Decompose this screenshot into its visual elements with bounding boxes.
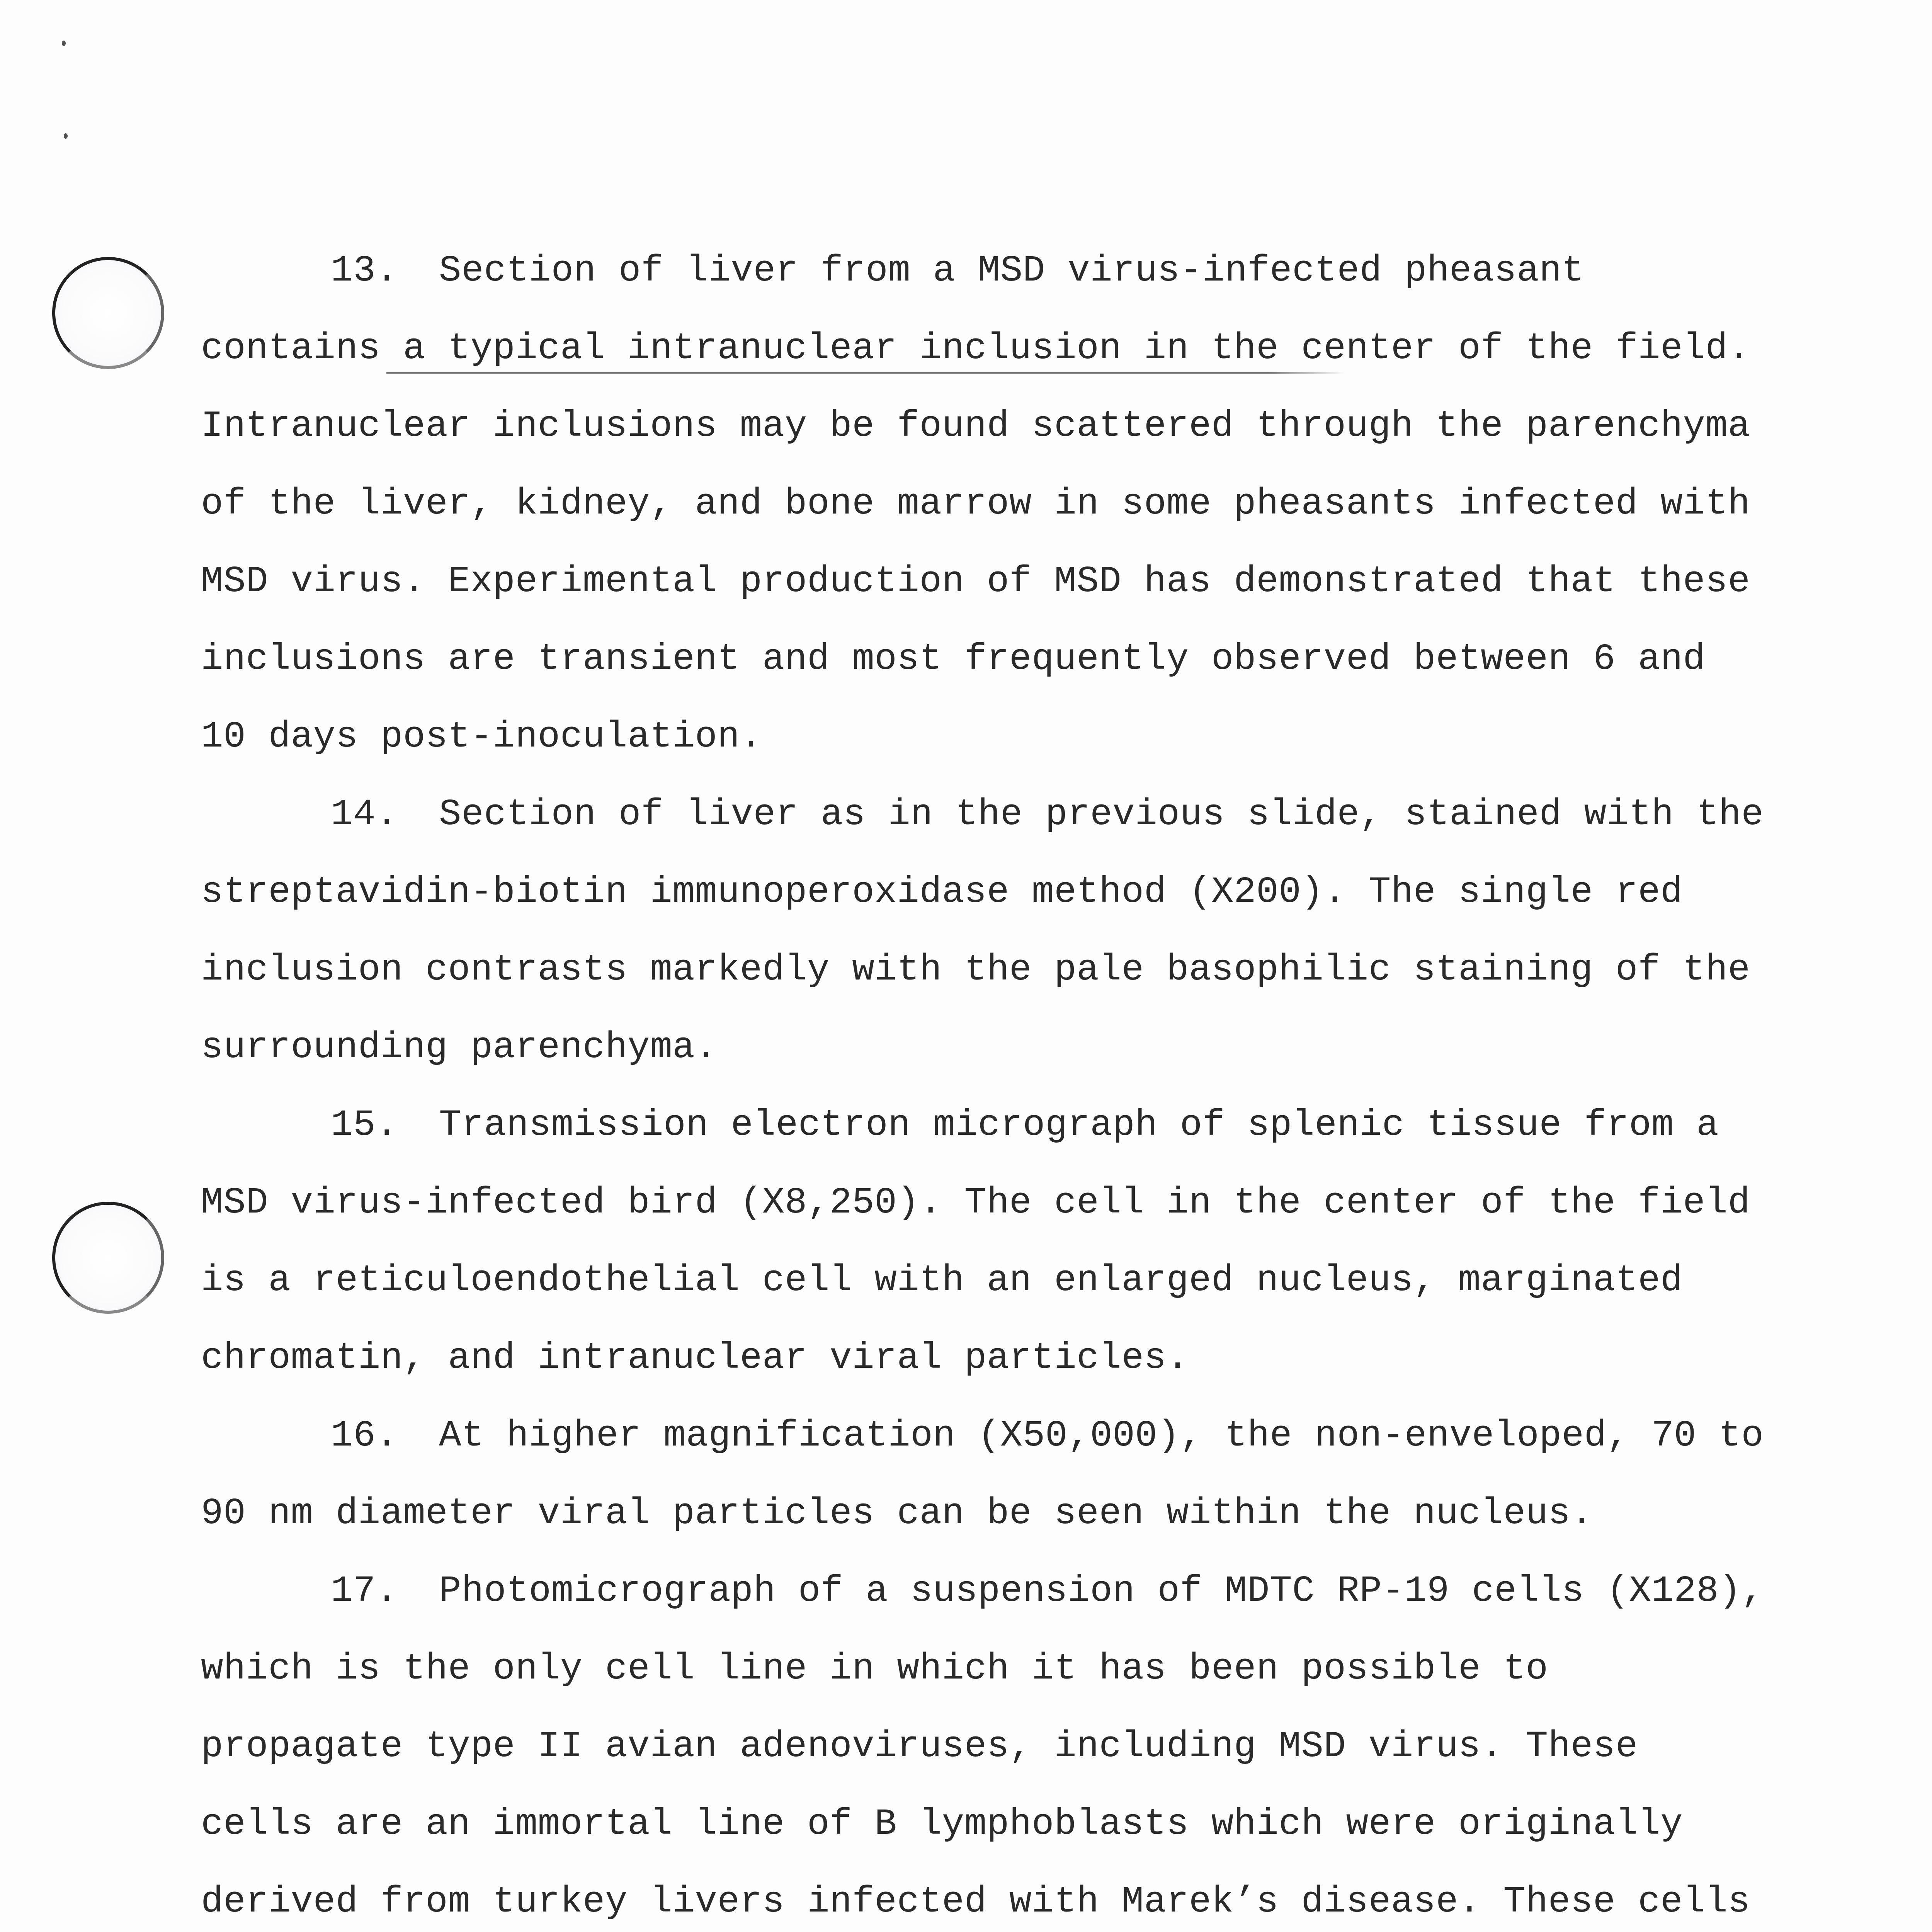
punch-hole-top [52, 257, 164, 369]
paragraph-text: Photomicrograph of a suspension of MDTC RP-19 cells (X128), which is the only cell line in which it has been possible to propagate type II avian adenoviruses, including MSD virus. These cells are an immortal line of B lymphoblasts which were originally derived from turkey livers infected with Marek’s disease. These cells [201, 1570, 1764, 1923]
paragraph-text: At higher magnification (X50,000), the non-enveloped, 70 to 90 nm diameter viral particles can be seen within the nucleus. [201, 1415, 1764, 1534]
body-text [201, 232, 1766, 1932]
paragraph-text: Transmission electron micrograph of splenic tissue from a MSD virus-infected bird (X8,250). The cell in the center of the field is a reticuloendothelial cell with an enlarged nucleus, marginated chromatin, and intranuclear viral particles. [201, 1104, 1750, 1379]
paragraph-number: 16. [331, 1415, 398, 1457]
scan-speck [64, 133, 68, 139]
paragraph-number: 15. [331, 1104, 398, 1146]
paragraph-text: Section of liver as in the previous slide, stained with the streptavidin-biotin immunoperoxidase method (X200). The single red inclusion contrasts markedly with the pale basophilic staining of the surrounding parenchyma. [201, 793, 1764, 1068]
paragraph-text: Section of liver from a MSD virus-infected pheasant contains a typical intranuclear inclusion in the center of the field. Intranuclear inclusions may be found scattered through the parenchyma of the liver, kidney, and bone marrow in some pheasants infected with MSD virus. Experimental production of MSD has demonstrated that these inclusions are transient and most frequently observed between 6 and 10 days post-inoculation. [201, 250, 1750, 758]
paragraph-13 [201, 232, 1766, 776]
paragraph-16 [201, 1397, 1766, 1552]
scan-speck [62, 41, 66, 46]
paragraph-17 [201, 1552, 1766, 1932]
paragraph-number: 13. [331, 250, 398, 292]
paragraph-14 [201, 776, 1766, 1086]
paragraph-number: 17. [331, 1570, 398, 1612]
paragraph-15 [201, 1086, 1766, 1397]
paragraph-number: 14. [331, 793, 398, 835]
punch-hole-middle [52, 1202, 164, 1314]
